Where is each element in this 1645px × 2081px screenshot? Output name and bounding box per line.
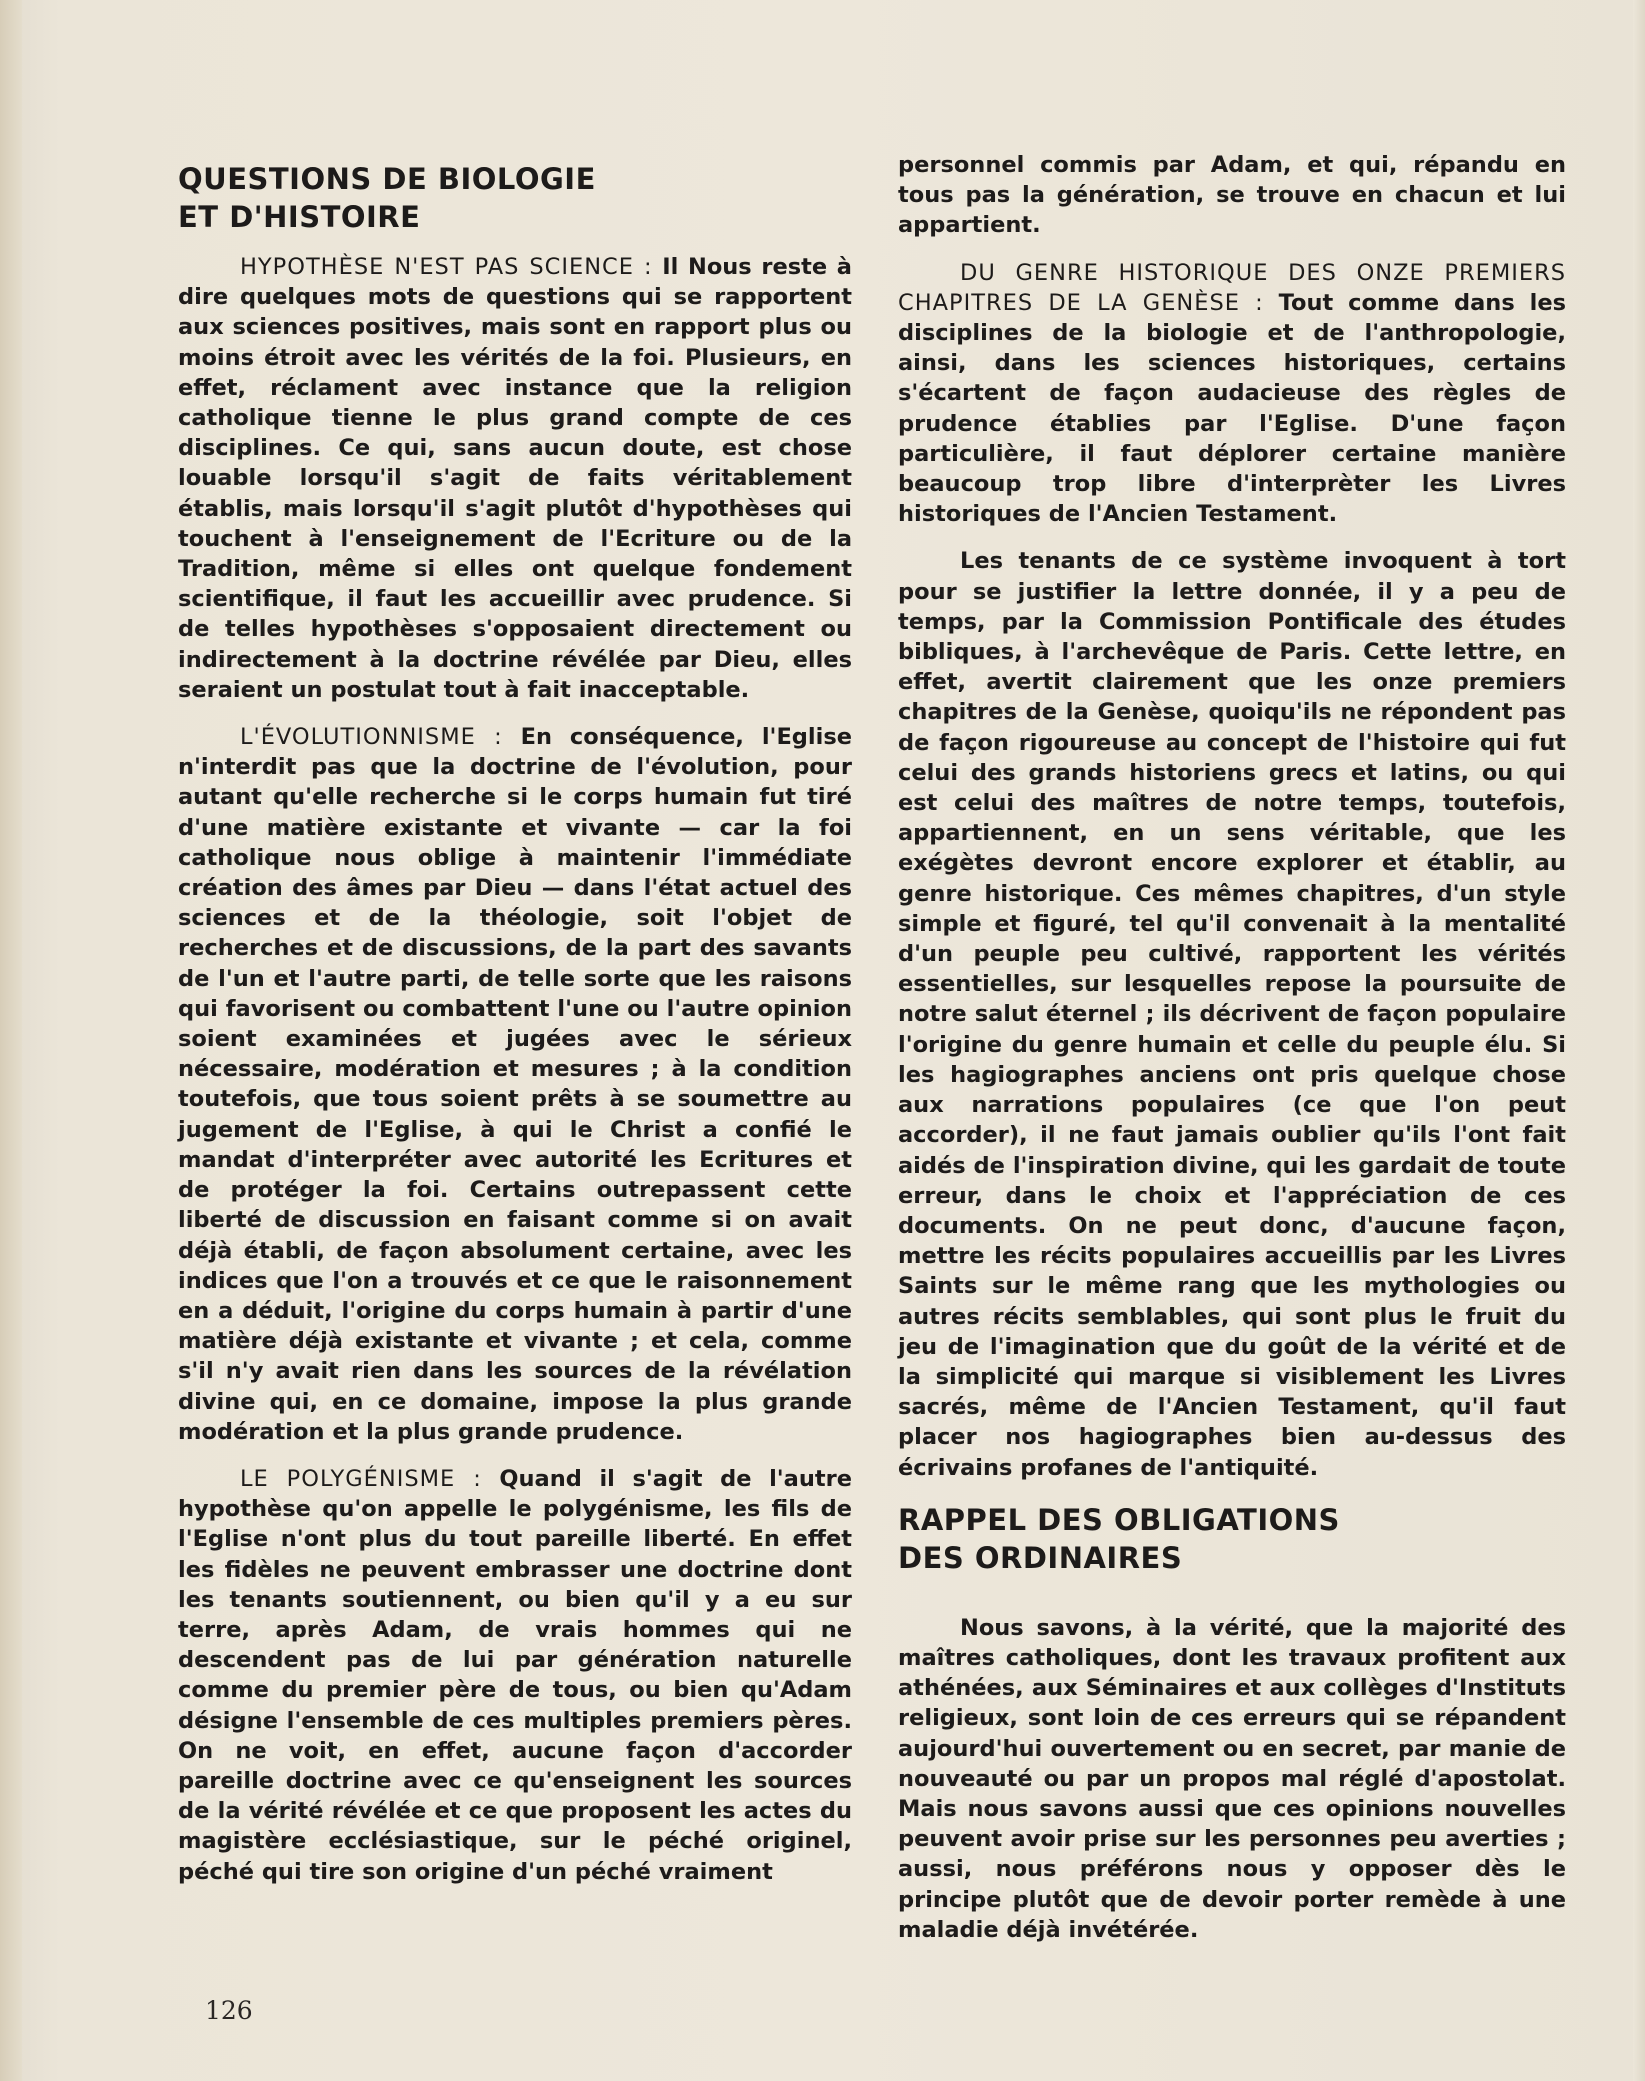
paragraph-catholic-teachers: Nous savons, à la vérité, que la majorité des maîtres catholiques, dont les travaux profitent aux athénées, aux Séminaires et aux collèges d'Instituts religieux, sont loin de ces erreurs qui se répandent aujourd'hui ouvertement ou en secret, par manie de nouveauté ou par un propos mal réglé d'apostolat. Mais nous savons aussi que ces opinions nouvelles peuvent avoir prise sur les personnes peu averties ; aussi, nous préférons nous y opposer dès le principe plutôt que de devoir porter remède à une maladie déjà invétérée. — [898, 1614, 1566, 1943]
paragraph-lead: L'ÉVOLUTIONNISME : — [240, 724, 503, 751]
paragraph-continuation: personnel commis par Adam, et qui, répandu en tous pas la génération, se trouve en chacun et lui appartient. — [898, 152, 1566, 239]
section-heading-obligations — [898, 1501, 1566, 1577]
paragraph-lead: LE POLYGÉNISME : — [240, 1465, 482, 1492]
paragraph-evolutionism — [178, 722, 852, 1447]
heading-line: ET D'HISTOIRE — [178, 200, 421, 234]
page-edge-left — [0, 0, 22, 2081]
left-column — [178, 160, 852, 1904]
paragraph-genesis-historical-genre — [898, 258, 1566, 530]
paragraph-polygenism — [178, 1464, 852, 1887]
section-heading-biology-history — [178, 160, 852, 236]
heading-line: RAPPEL DES OBLIGATIONS — [898, 1502, 1340, 1537]
paragraph-lead: DU GENRE HISTORIQUE DES ONZE PREMIERS CHAPITRES DE LA GENÈSE : — [898, 259, 1566, 316]
paragraph-text: Il Nous reste à dire quelques mots de questions qui se rapportent aux sciences positives, mais sont en rapport plus ou moins étroit avec les vérités de la foi. Plusieurs, en effet, réclament avec instance que la religion catholique tienne le plus grand compte de ces disciplines. Ce qui, sans aucun doute, est chose louable lorsqu'il s'agit de faits véritablement établis, mais lorsqu'il s'agit plutôt d'hypothèses qui touchent à l'enseignement de l'Ecriture ou de la Tradition, même si elles ont quelque fondement scientifique, il faut les accueillir avec prudence. Si de telles hypothèses s'opposaient directement ou indirectement à la doctrine révélée par Dieu, elles seraient un postulat tout à fait inacceptable. — [178, 254, 852, 703]
heading-line: DES ORDINAIRES — [898, 1540, 1183, 1575]
paragraph-text: Quand il s'agit de l'autre hypothèse qu'on appelle le polygénisme, les fils de l'Eglise n'ont plus du tout pareille liberté. En effet les fidèles ne peuvent embrasser une doctrine dont les tenants soutiennent, ou bien qu'il y a eu sur terre, après Adam, de vrais hommes qui ne descendent pas de lui par génération naturelle comme du premier père de tous, ou bien qu'Adam désigne l'ensemble de ces multiples premiers pères. On ne voit, en effet, aucune façon d'accorder pareille doctrine avec ce qu'enseignent les sources de la vérité révélée et ce que proposent les actes du magistère ecclésiastique, sur le péché originel, péché qui tire son origine d'un péché vraiment — [178, 1465, 852, 1885]
paragraph-text: Tout comme dans les disciplines de la biologie et de l'anthropologie, ainsi, dans les sciences historiques, certains s'écartent de façon audacieuse des règles de prudence établies par l'Eglise. D'une façon particulière, il faut déplorer certaine manière beaucoup trop libre d'interprèter les Livres historiques de l'Ancien Testament. — [898, 289, 1566, 528]
heading-line: QUESTIONS DE BIOLOGIE — [178, 162, 596, 196]
paragraph-text: En conséquence, l'Eglise n'interdit pas que la doctrine de l'évolution, pour autant qu'elle recherche si le corps humain fut tiré d'une matière existante et vivante — car la foi catholique nous oblige à maintenir l'immédiate création des âmes par Dieu — dans l'état actuel des sciences et de la théologie, soit l'objet de recherches et de discussions, de la part des savants de l'un et l'autre parti, de telle sorte que les raisons qui favorisent ou combattent l'une ou l'autre opinion soient examinées et jugées avec le sérieux nécessaire, modération et mesures ; à la condition toutefois, que tous soient prêts à se soumettre au jugement de l'Eglise, à qui le Christ a confié le mandat d'interpréter avec autorité les Ecritures et de protéger la foi. Certains outrepassent cette liberté de discussion en faisant comme si on avait déjà établi, de façon absolument certaine, avec les indices que l'on a trouvés et ce que le raisonnement en a déduit, l'origine du corps humain à partir d'une matière déjà existante et vivante ; et cela, comme s'il n'y avait rien dans les sources de la révélation divine qui, en ce domaine, impose la plus grande modération et la plus grande prudence. — [178, 724, 852, 1445]
page-number: 126 — [205, 1996, 253, 2025]
paragraph-commission-letter: Les tenants de ce système invoquent à tort pour se justifier la lettre donnée, il y a peu de temps, par la Commission Pontificale des études bibliques, à l'archevêque de Paris. Cette lettre, en effet, avertit clairement que les onze premiers chapitres de la Genèse, quoiqu'ils ne répondent pas de façon rigoureuse au concept de l'histoire qui fut celui des grands historiens grecs et latins, ou qui est celui des maîtres de notre temps, toutefois, appartiennent, en un sens véritable, que les exégètes devront encore explorer et établir, au genre historique. Ces mêmes chapitres, d'un style simple et figuré, tel qu'il convenait à la mentalité d'un peuple peu cultivé, rapportent les vérités essentielles, sur lesquelles repose la poursuite de notre salut éternel ; ils décrivent de façon populaire l'origine du genre humain et celle du peuple élu. Si les hagiographes anciens ont pris quelque chose aux narrations populaires (ce que l'on peut accorder), il ne faut jamais oublier qu'ils l'ont fait aidés de l'inspiration divine, qui les gardait de toute erreur, dans le choix et l'appréciation de ces documents. On ne peut donc, d'aucune façon, mettre les récits populaires accueillis par les Livres Saints sur le même rang que les mythologies ou autres récits semblables, qui sont plus le fruit du jeu de l'imagination que du goût de la vérité et de la simplicité qui marque si visiblement les Livres sacrés, même de l'Ancien Testament, qu'il faut placer nos hagiographes bien au-dessus des écrivains profanes de l'antiquité. — [898, 548, 1566, 1481]
page-edge-right — [1633, 0, 1645, 2081]
paragraph-hypothesis — [178, 252, 852, 705]
right-column — [898, 150, 1566, 1962]
paragraph-lead: HYPOTHÈSE N'EST PAS SCIENCE : — [240, 254, 653, 280]
